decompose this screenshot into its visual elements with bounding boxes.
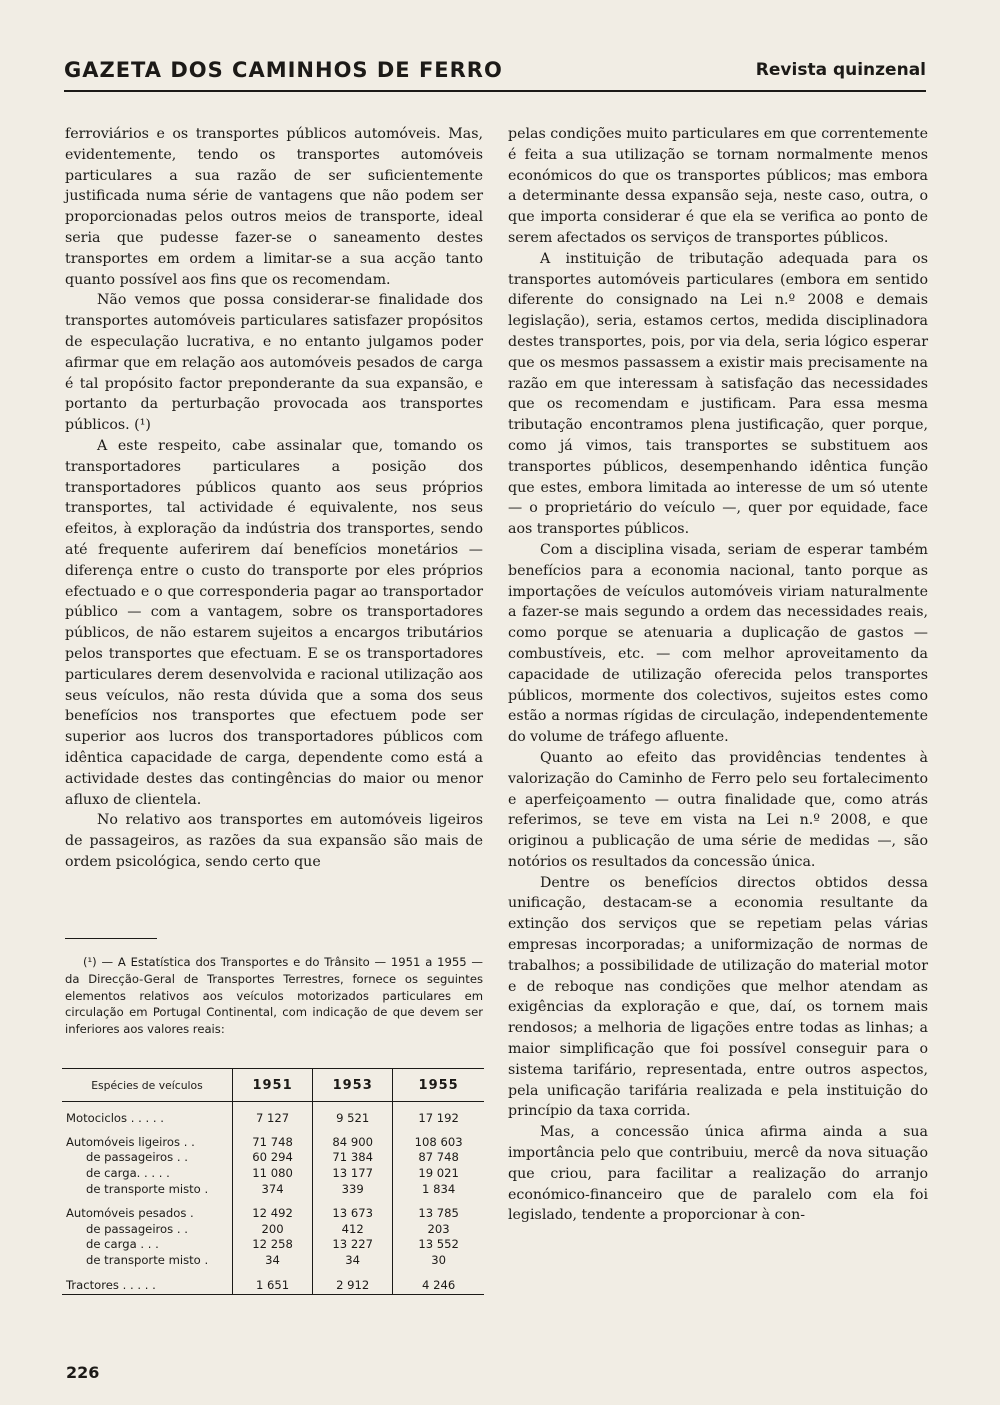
vehicles-table: [62, 1068, 484, 1295]
cell-1951: 12 258: [233, 1237, 313, 1253]
right-column: [508, 124, 928, 1226]
cell-1951: 12 492: [233, 1205, 313, 1221]
paragraph: Não vemos que possa considerar-se finalidade dos transportes automóveis particulares satisfazer propósitos de especulação lucrativa, e no entanto julgamos poder afirmar que em relação aos automóveis pesados de carga é tal propósito factor preponderante da sua expansão, e portanto da perturbação provocada aos transportes públicos. (¹): [65, 292, 483, 434]
paragraph: ferroviários e os transportes públicos automóveis. Mas, evidentemente, tendo os transportes automóveis particulares a sua razão de ser suficientemente justificada numa série de vantagens que não podem ser proporcionadas pelos outros meios de transporte, ideal seria que pudesse fazer-se o saneamento destes transportes em ordem a limitar-se a sua acção tanto quanto possível aos fins que os recomendam.: [65, 126, 483, 288]
paragraph: Mas, a concessão única afirma ainda a sua importância pelo que contribuiu, mercê da nova situação que criou, para facilitar a realização do arranjo económico-financeiro que de paralelo com ela foi legislado, tendente a proporcionar à con-: [508, 1124, 928, 1224]
table-row: [62, 1110, 484, 1126]
cell-1951: 374: [233, 1181, 313, 1197]
row-label: de passageiros . .: [86, 1150, 188, 1165]
row-label: de passageiros . .: [86, 1221, 188, 1236]
table-row: [62, 1134, 484, 1150]
cell-1953: 84 900: [313, 1134, 393, 1150]
footnote-rule: [65, 938, 157, 939]
row-label: Automóveis pesados .: [66, 1205, 194, 1220]
table-row: [62, 1150, 484, 1166]
journal-subtitle: Revista quinzenal: [755, 60, 926, 80]
cell-1953: 2 912: [313, 1276, 393, 1295]
cell-1955: 19 021: [393, 1165, 484, 1181]
table-row: [62, 1205, 484, 1221]
cell-1951: 11 080: [233, 1165, 313, 1181]
cell-1955: 203: [393, 1221, 484, 1237]
left-column: [65, 124, 483, 873]
column-header: 1951: [233, 1069, 313, 1102]
paragraph: pelas condições muito particulares em que correntemente é feita a sua utilização se tornam normalmente menos económicos do que os transportes públicos; mas embora a determinante dessa expansão seja, neste caso, outra, o que importa considerar é que ela se verifica ao ponto de serem afectados os serviços de transportes públicos.: [508, 126, 928, 246]
paragraph: Quanto ao efeito das providências tendentes à valorização do Caminho de Ferro pelo seu fortalecimento e aperfeiçoamento — outra finalidade que, como atrás referimos, se teve em vista na Lei n.º 2008, e que originou a publicação de uma série de medidas —, são notórios os resultados da concessão única.: [508, 749, 928, 870]
table-row: [62, 1276, 484, 1295]
paragraph: No relativo aos transportes em automóveis ligeiros de passageiros, as razões da sua expansão são mais de ordem psicológica, sendo certo que: [65, 812, 483, 870]
cell-1953: 13 227: [313, 1237, 393, 1253]
paragraph: A este respeito, cabe assinalar que, tomando os transportadores particulares a posição dos transportadores públicos quanto aos seus próprios transportes, tal actividade é equivalente, nos seus efeitos, à exploração da indústria dos transportes, sendo até frequente auferirem daí benefícios monetários — diferença entre o custo do transporte por eles próprios efectuado e o que corresponderia pagar ao transportador público — com a vantagem, sobre os transportadores públicos, de não estarem sujeitos a encargos tributários pelos transportes que efectuam. E se os transportadores particulares derem desenvolvida e racional utilização aos seus veículos, não resta dúvida que a soma dos seus benefícios nos transportes que efectuem pode ser superior aos lucros dos transportadores públicos com idêntica capacidade de carga, dependente como está a actividade destes das contingências do maior ou menor afluxo de clientela.: [65, 437, 483, 808]
row-label: Tractores . . . . .: [62, 1276, 233, 1295]
cell-1955: 1 834: [393, 1181, 484, 1197]
table-header-row: [62, 1069, 484, 1102]
cell-1955: 13 552: [393, 1237, 484, 1253]
cell-1951: 200: [233, 1221, 313, 1237]
row-label: de carga. . . . .: [86, 1166, 170, 1181]
journal-title: GAZETA DOS CAMINHOS DE FERRO: [64, 58, 503, 82]
cell-1955: 4 246: [393, 1276, 484, 1295]
table-row: [62, 1252, 484, 1268]
column-header: 1953: [313, 1069, 393, 1102]
row-label: Motociclos . . . . .: [66, 1110, 164, 1125]
cell-1953: 412: [313, 1221, 393, 1237]
cell-1953: 13 673: [313, 1205, 393, 1221]
cell-1953: 9 521: [313, 1110, 393, 1126]
column-header: 1955: [393, 1069, 484, 1102]
cell-1955: 108 603: [393, 1134, 484, 1150]
table-row: [62, 1237, 484, 1253]
cell-1955: 17 192: [393, 1110, 484, 1126]
header-rule: [64, 90, 926, 92]
cell-1955: 13 785: [393, 1205, 484, 1221]
table-row: [62, 1221, 484, 1237]
cell-1951: 71 748: [233, 1134, 313, 1150]
cell-1953: 71 384: [313, 1150, 393, 1166]
cell-1951: 1 651: [233, 1276, 313, 1295]
table-row: [62, 1181, 484, 1197]
paragraph: Dentre os benefícios directos obtidos dessa unificação, destacam-se a economia resultante da extinção dos serviços que se repetiam pelas várias empresas incorporadas; a uniformização de normas de trabalhos; a possibilidade de utilização do material motor e de reboque nas condições que melhor atendam as exigências da exploração e que, daí, os tornem mais rendosos; a melhoria de ligações entre todas as linhas; a maior simplificação que foi possível conseguir para o sistema tarifário, representada, entre outros aspectos, pela unificação tarifária realizada e pela instituição do princípio da taxa corrida.: [508, 874, 928, 1120]
paragraph: Com a disciplina visada, seriam de esperar também benefícios para a economia nacional, tanto porque as importações de veículos automóveis viriam naturalmente a fazer-se mais segundo a ordem das necessidades reais, como porque se atenuaria a duplicação de gastos — combustíveis, etc. — com melhor aproveitamento da capacidade de utilização oferecida pelos transportes públicos, mormente dos colectivos, sujeitos estes como estão a normas rígidas de circulação, independentemente do volume de tráfego afluente.: [508, 541, 928, 746]
cell-1951: 7 127: [233, 1110, 313, 1126]
cell-1953: 339: [313, 1181, 393, 1197]
row-label: de transporte misto .: [86, 1182, 209, 1197]
row-label: Automóveis ligeiros . .: [66, 1134, 195, 1149]
page-header: [64, 58, 926, 88]
row-label: de transporte misto .: [86, 1253, 209, 1268]
cell-1951: 60 294: [233, 1150, 313, 1166]
paragraph: A instituição de tributação adequada para os transportes automóveis particulares (embora em sentido diferente do consignado na Lei n.º 2008 e demais legislação), seria, estamos certos, medida disciplinadora destes transportes, pois, por via dela, seria lógico esperar que os mesmos passassem a existir mais precisamente na razão em que interessam à satisfação das necessidades que os recomendam e justificam. Para essa mesma tributação encontramos plena justificação, quer porque, como já vimos, tais transportes se substituem aos transportes públicos, desempenhando idêntica função que estes, embora limitada ao interesse de um só utente — o proprietário do veículo —, quer por equidade, face aos transportes públicos.: [508, 250, 928, 538]
page-number: 226: [66, 1363, 100, 1382]
cell-1953: 34: [313, 1252, 393, 1268]
cell-1951: 34: [233, 1252, 313, 1268]
cell-1955: 87 748: [393, 1150, 484, 1166]
footnote: (¹) — A Estatística dos Transportes e do Trânsito — 1951 a 1955 — da Direcção-Geral de Transportes Terrestres, fornece os seguintes elementos relativos aos veículos motorizados particulares em circulação em Portugal Continental, com indicação de que devem ser inferiores aos valores reais:: [65, 955, 483, 1037]
row-label: de carga . . .: [86, 1237, 159, 1252]
cell-1955: 30: [393, 1252, 484, 1268]
cell-1953: 13 177: [313, 1165, 393, 1181]
column-header: Espécies de veículos: [62, 1069, 233, 1102]
table-row: [62, 1165, 484, 1181]
